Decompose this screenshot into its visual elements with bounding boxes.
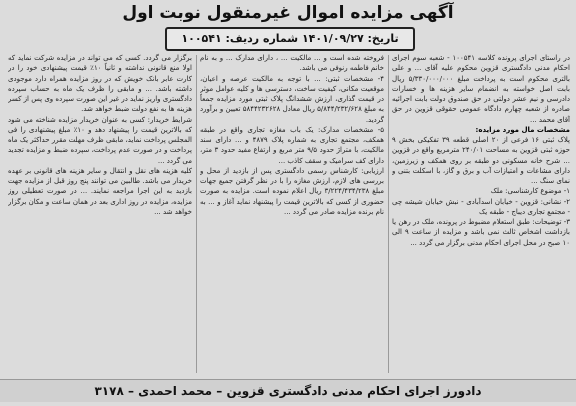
section-heading: مشخصات مال مورد مزایده: (475, 125, 570, 134)
paragraph: برگزار می گردد. کسی که می تواند در مزایده شرکت نماید که اولا منع قانونی نداشته و ثانیاً ۱۰٪ قیمت پیشنهادی خود را در کارت عابر بانک خویش که در روز مزایده همراه دارد موجودی داشته باشد. ... و مابقی را ظرف یک ماه به حساب سپرده دادگستری واریز نماید در غیر این صورت سپرده وی پس از کسر هزینه ها به نفع دولت ضبط خواهد شد. (8, 54, 192, 114)
paragraph: ۳- توضیحات: طبق استعلام مضبوط در پرونده، ملک در رهن یا بازداشت اشخاص ثالث نمی باشد و مزایده از ساعت ۹ الی ۱۰ صبح در محل اجرای احکام مدنی برگزار می گردد ... (392, 218, 570, 247)
text-column-right (392, 53, 570, 373)
column-divider (196, 55, 197, 373)
paragraph: ۵- مشخصات مدارک: یک باب مغازه تجاری واقع در طبقه همکف، مجتمع تجاری به شماره پلاک ۴۸۷۹ و ... دارای سند مالکیت، با متراژ حدود ۹/۵ متر مربع و ارتفاع مفید حدود ۳ متر، دارای کف سرامیک و سقف کاذب ... (200, 125, 384, 165)
paragraph: شرایط خریدار: کسی به عنوان خریدار مزایده شناخته می شود که بالاترین قیمت را پیشنهاد دهد و ۱۰٪ مبلغ پیشنهادی را فی المجلس پرداخت نماید، مابقی ظرف مهلت مقرر حداکثر یک ماه پرداخت و در صورت عدم پرداخت، سپرده ضبط و مزایده تجدید می گردد ... (8, 115, 192, 165)
paragraph: کلیه هزینه های نقل و انتقال و سایر هزینه های قانونی بر عهده خریدار می باشد. طالبین می توانند پنج روز قبل از مزایده جهت بازدید به این اجرا مراجعه نمایند. ... در صورت تعطیلی روز مزایده، مزایده در روز اداری بعد در همان ساعت و مکان برگزار خواهد شد ... (8, 166, 192, 216)
text-column-middle (200, 53, 384, 373)
date-and-file-number: تاریخ: ۱۴۰۱/۰۹/۲۷ شماره ردیف: ۱۰۰۵۴۱ (181, 32, 399, 45)
paragraph: ۴- مشخصات ثبتی: ... با توجه به مالکیت عرصه و اعیان، موقعیت مکانی، کیفیت ساخت، دسترسی ها و کلیه عوامل موثر در قیمت گذاری، ارزش ششدانگ پلاک ثبتی مورد مزایده جمعاً به مبلغ ۵/۸۴۴/۲۳۲/۶۲۸ ریال معادل ۵۸۴۴۲۳۲۶۲۸ تعیین و برآورد گردید. (200, 74, 384, 124)
text-column-left (8, 53, 192, 373)
paragraph: فروخته شده است و ... مالکیت ... ، دارای مدارک ... و به نام خانم فاطمه رنوفی می باشد. (200, 54, 384, 73)
date-number-box (165, 27, 415, 51)
paragraph: ارزیابی: کارشناس رسمی دادگستری پس از بازدید از محل و بررسی های لازم، ارزش مغازه را با در نظر گرفتن جمیع جهات مبلغ ۳/۲۲۴/۴۳۴/۲۳۸ ریال اعلام نموده است. مزایده به صورت حضوری از کسی که بالاترین قیمت را پیشنهاد نماید آغاز و ... به نام برنده مزایده صادر می گردد ... (200, 166, 384, 216)
paragraph: ۱- موضوع کارشناسی: ملک (490, 187, 570, 196)
column-divider (388, 55, 389, 373)
signature-line: دادورز اجرای احکام مدنی دادگستری قزوین – محمد احمدی – ۳۱۷۸ (94, 384, 482, 398)
paragraph: پلاک ثبتی ۱۶ فرعی از ۲۰ اصلی قطعه ۳۹ تفکیکی بخش ۹ حوزه ثبتی قزوین به مساحت ۲۴۰/۰۱ مترمربع واقع در قزوین ... شرح خانه مسکونی دو طبقه بر روی همکف و زیرزمین، دارای مشاعات و امتیازات آب و برق و گاز، با اسکلت بتنی و نمای سنگ ... (392, 136, 570, 185)
paragraph: در راستای اجرای پرونده کلاسه ۱۰۰۵۴۱ - شعبه سوم اجرای احکام مدنی دادگستری قزوین محکوم علیه آقای ... و علی بالتری محکوم است به پرداخت مبلغ ۵/۳۳۰/۰۰۰/۰۰۰ ریال بابت اصل خواسته به انضمام سایر هزینه ها و خسارات دادرسی و نیم عشر دولتی در حق صندوق دولت بابت اجرائیه صادره از شعبه چهارم دادگاه عمومی حقوقی قزوین در حق آقای محمد ... (392, 54, 570, 124)
signature-bar (0, 379, 576, 402)
paragraph: ۲- نشانی: قزوین - خیابان اسدآبادی - نبش خیابان شیشه چی - مجتمع تجاری دیباج - طبقه یک (392, 197, 570, 216)
page-title: آگهی مزایده اموال غیرمنقول نوبت اول (122, 3, 454, 23)
